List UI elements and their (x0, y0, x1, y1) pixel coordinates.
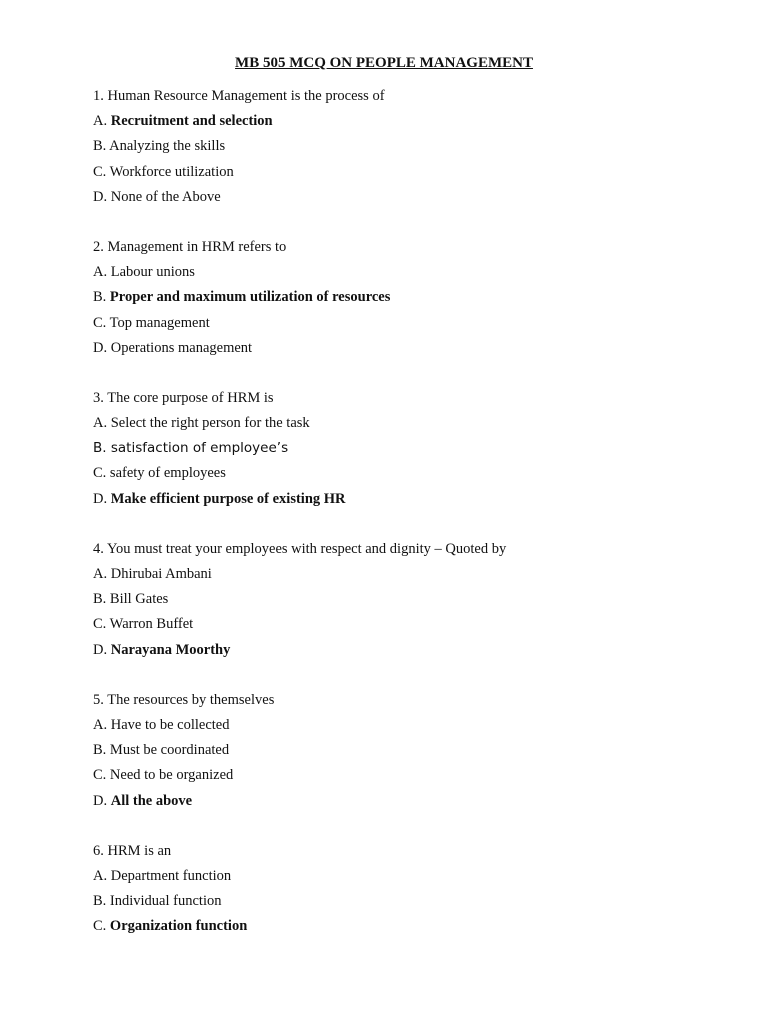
option-letter: A. (93, 415, 111, 432)
option-letter: B. (93, 440, 111, 457)
question-stem: 1. Human Resource Management is the process of (93, 88, 385, 104)
answer-option (93, 891, 728, 916)
option-letter: D. (93, 188, 111, 205)
option-letter: A. (93, 264, 111, 281)
option-letter: B. (93, 138, 110, 155)
option-letter: C. (93, 465, 110, 482)
question-list (93, 86, 728, 966)
answer-option (93, 564, 728, 589)
correct-answer-text: Make efficient purpose of existing HR (110, 490, 346, 507)
option-letter: B. (93, 893, 110, 910)
option-text: Top management (109, 314, 210, 331)
answer-option (93, 791, 728, 816)
option-letter: B. (93, 591, 110, 608)
option-text: Dhirubai Ambani (110, 566, 212, 582)
correct-answer-text: Organization function (109, 918, 248, 935)
answer-option (93, 589, 728, 614)
option-letter: A. (93, 867, 111, 884)
option-letter: C. (93, 767, 110, 784)
option-letter: D. (93, 339, 111, 356)
option-text: Bill Gates (109, 591, 169, 608)
answer-option (93, 313, 728, 338)
question-5 (93, 690, 728, 816)
correct-answer-text: Proper and maximum utilization of resources (109, 289, 391, 306)
answer-option (93, 866, 728, 891)
option-text: Operations management (110, 339, 253, 356)
answer-option (93, 489, 728, 514)
option-letter: C. (93, 163, 110, 180)
option-letter: A. (93, 716, 111, 733)
option-letter: C. (93, 616, 110, 633)
option-letter: A. (93, 566, 111, 582)
question-3 (93, 388, 728, 514)
option-text: Individual function (109, 893, 222, 910)
question-stem: 6. HRM is an (93, 842, 172, 859)
document-title: MB 505 MCQ ON PEOPLE MANAGEMENT (235, 55, 533, 71)
option-letter: C. (93, 314, 110, 331)
question-stem: 3. The core purpose of HRM is (93, 389, 274, 406)
correct-answer-text: Recruitment and selection (110, 113, 273, 130)
answer-option (93, 438, 728, 463)
answer-option (93, 640, 728, 665)
option-text: satisfaction of employee’s (110, 440, 289, 457)
question-stem: 4. You must treat your employees with respect and dignity – Quoted by (93, 540, 507, 557)
option-text: None of the Above (110, 188, 221, 205)
correct-answer-text: All the above (110, 792, 193, 809)
answer-option (93, 262, 728, 287)
option-letter: C. (93, 918, 110, 935)
option-letter: D. (93, 792, 111, 809)
option-letter: A. (93, 113, 111, 130)
option-text: Have to be collected (110, 716, 230, 733)
option-text: Need to be organized (109, 767, 234, 784)
answer-option (93, 740, 728, 765)
answer-option (93, 614, 728, 639)
option-text: Department function (110, 867, 232, 884)
correct-answer-text: Narayana Moorthy (110, 641, 231, 658)
option-text: Labour unions (110, 264, 195, 281)
option-text: Workforce utilization (109, 163, 234, 180)
answer-option (93, 287, 728, 312)
option-text: Must be coordinated (109, 742, 230, 759)
option-letter: B. (93, 742, 110, 759)
option-text: Select the right person for the task (110, 415, 310, 432)
answer-option (93, 136, 728, 161)
answer-option (93, 765, 728, 790)
option-text: safety of employees (109, 465, 226, 482)
option-text: Warron Buffet (109, 616, 194, 633)
question-2 (93, 237, 728, 363)
option-text: Analyzing the skills (109, 138, 226, 155)
question-1 (93, 86, 728, 212)
option-letter: D. (93, 490, 111, 507)
answer-option (93, 338, 728, 363)
answer-option (93, 715, 728, 740)
question-stem: 5. The resources by themselves (93, 691, 275, 708)
option-letter: D. (93, 641, 111, 658)
question-stem: 2. Management in HRM refers to (93, 238, 287, 255)
question-4 (93, 539, 728, 665)
question-6 (93, 841, 728, 942)
answer-option (93, 111, 728, 136)
answer-option (93, 162, 728, 187)
answer-option (93, 463, 728, 488)
option-letter: B. (93, 289, 110, 306)
answer-option (93, 187, 728, 212)
answer-option (93, 413, 728, 438)
answer-option (93, 916, 728, 941)
